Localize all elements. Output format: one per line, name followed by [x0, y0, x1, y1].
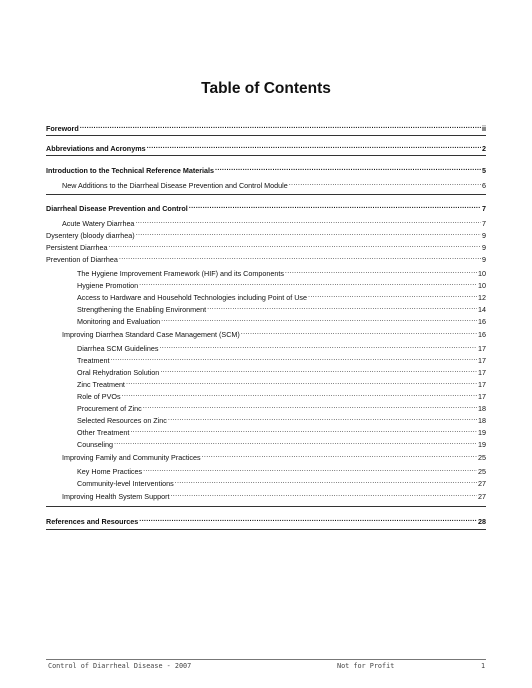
- toc-entry-title: Improving Health System Support: [62, 492, 170, 501]
- toc-entry-page-number: 17: [478, 368, 486, 377]
- toc-entry[interactable]: [62, 218, 486, 228]
- toc-entry-page-number: 28: [478, 517, 486, 526]
- toc-dot-leader: [168, 415, 477, 423]
- toc-entry-title: Role of PVOs: [77, 392, 121, 401]
- toc-entry-page-number: 25: [478, 453, 486, 462]
- toc-entry-title: Strengthening the Enabling Environment: [77, 305, 207, 314]
- toc-dot-leader: [175, 478, 477, 486]
- toc-entry-title: Acute Watery Diarrhea: [62, 219, 135, 228]
- toc-entry[interactable]: [46, 203, 486, 213]
- toc-dot-leader: [136, 230, 481, 238]
- toc-entry-title: Monitoring and Evaluation: [77, 317, 161, 326]
- toc-entry-title: Zinc Treatment: [77, 380, 125, 389]
- section-divider: [46, 155, 486, 156]
- toc-dot-leader: [160, 367, 477, 375]
- toc-dot-leader: [241, 329, 477, 337]
- toc-entry-title: New Additions to the Diarrheal Disease Prevention and Control Module: [62, 181, 288, 190]
- toc-dot-leader: [126, 379, 477, 387]
- toc-entry[interactable]: [46, 230, 486, 240]
- footer-left: Control of Diarrheal Disease - 2007: [48, 662, 192, 670]
- toc-entry-page-number: 27: [478, 492, 486, 501]
- toc-entry-page-number: 5: [482, 166, 486, 175]
- toc-dot-leader: [135, 218, 481, 226]
- toc-entry[interactable]: [77, 403, 486, 413]
- toc-entry-page-number: 17: [478, 356, 486, 365]
- toc-entry-title: Key Home Practices: [77, 467, 143, 476]
- toc-dot-leader: [122, 391, 477, 399]
- toc-entry[interactable]: [62, 329, 486, 339]
- toc-entry[interactable]: [77, 367, 486, 377]
- toc-entry-page-number: 9: [482, 231, 486, 240]
- toc-entry-title: Counseling: [77, 440, 113, 449]
- toc-entry-page-number: 12: [478, 293, 486, 302]
- toc-entry-page-number: 25: [478, 467, 486, 476]
- toc-dot-leader: [143, 403, 477, 411]
- toc-entry-title: Foreword: [46, 124, 79, 133]
- toc-entry[interactable]: [77, 343, 486, 353]
- toc-entry[interactable]: [62, 491, 486, 501]
- toc-entry[interactable]: [62, 180, 486, 190]
- toc-dot-leader: [147, 143, 481, 151]
- toc-dot-leader: [139, 280, 477, 288]
- toc-dot-leader: [289, 180, 481, 188]
- page-title: Table of Contents: [201, 80, 331, 97]
- toc-entry-title: Treatment: [77, 356, 110, 365]
- toc-dot-leader: [161, 316, 477, 324]
- toc-entry-title: Diarrheal Disease Prevention and Control: [46, 204, 188, 213]
- toc-entry[interactable]: [77, 379, 486, 389]
- toc-entry[interactable]: [46, 143, 486, 153]
- toc-entry-title: Prevention of Diarrhea: [46, 255, 118, 264]
- footer-divider: [46, 659, 486, 660]
- toc-entry-page-number: 17: [478, 392, 486, 401]
- toc-entry[interactable]: [46, 123, 486, 133]
- toc-entry[interactable]: [77, 280, 486, 290]
- toc-entry-page-number: 16: [478, 330, 486, 339]
- toc-entry[interactable]: [46, 516, 486, 526]
- toc-entry[interactable]: [77, 304, 486, 314]
- toc-dot-leader: [119, 254, 481, 262]
- toc-entry-page-number: 19: [478, 440, 486, 449]
- toc-dot-leader: [215, 165, 481, 173]
- toc-dot-leader: [207, 304, 477, 312]
- section-divider: [46, 194, 486, 195]
- toc-entry-title: The Hygiene Improvement Framework (HIF) and its Components: [77, 269, 284, 278]
- toc-entry-page-number: 7: [482, 219, 486, 228]
- toc-dot-leader: [111, 355, 478, 363]
- toc-entry-title: Community-level Interventions: [77, 479, 174, 488]
- toc-entry-page-number: 17: [478, 344, 486, 353]
- toc-entry[interactable]: [46, 254, 486, 264]
- toc-dot-leader: [189, 203, 481, 211]
- toc-entry-page-number: 10: [478, 269, 486, 278]
- toc-entry[interactable]: [77, 316, 486, 326]
- toc-dot-leader: [285, 268, 477, 276]
- toc-entry-page-number: 9: [482, 243, 486, 252]
- toc-entry-title: References and Resources: [46, 517, 139, 526]
- toc-dot-leader: [160, 343, 478, 351]
- toc-entry-page-number: 14: [478, 305, 486, 314]
- toc-dot-leader: [308, 292, 477, 300]
- footer-center: Not for Profit: [337, 662, 395, 670]
- toc-entry-title: Persistent Diarrhea: [46, 243, 108, 252]
- section-divider: [46, 506, 486, 507]
- toc-entry[interactable]: [46, 165, 486, 175]
- toc-entry[interactable]: [77, 268, 486, 278]
- toc-entry-page-number: 18: [478, 404, 486, 413]
- toc-entry-title: Other Treatment: [77, 428, 130, 437]
- toc-entry-page-number: 7: [482, 204, 486, 213]
- toc-entry[interactable]: [77, 427, 486, 437]
- footer-page-number: 1: [481, 662, 486, 670]
- toc-entry-title: Improving Diarrhea Standard Case Management (SCM): [62, 330, 240, 339]
- toc-entry[interactable]: [62, 452, 486, 462]
- toc-entry[interactable]: [77, 439, 486, 449]
- toc-dot-leader: [114, 439, 477, 447]
- toc-entry-page-number: 10: [478, 281, 486, 290]
- toc-dot-leader: [109, 242, 481, 250]
- section-divider: [46, 529, 486, 530]
- toc-entry-page-number: 18: [478, 416, 486, 425]
- toc-entry[interactable]: [77, 355, 486, 365]
- toc-dot-leader: [130, 427, 477, 435]
- toc-entry-page-number: 2: [482, 144, 486, 153]
- toc-entry-page-number: ii: [482, 124, 486, 133]
- toc-entry[interactable]: [46, 242, 486, 252]
- toc-entry-title: Improving Family and Community Practices: [62, 453, 201, 462]
- toc-dot-leader: [170, 491, 477, 499]
- toc-entry-page-number: 19: [478, 428, 486, 437]
- toc-entry[interactable]: [77, 292, 486, 302]
- toc-dot-leader: [139, 516, 477, 524]
- toc-entry-page-number: 16: [478, 317, 486, 326]
- toc-entry-title: Diarrhea SCM Guidelines: [77, 344, 159, 353]
- toc-entry[interactable]: [77, 478, 486, 488]
- toc-entry-title: Dysentery (bloody diarrhea): [46, 231, 135, 240]
- toc-dot-leader: [80, 123, 481, 131]
- toc-entry[interactable]: [77, 391, 486, 401]
- toc-entry[interactable]: [77, 415, 486, 425]
- toc-entry-title: Abbreviations and Acronyms: [46, 144, 146, 153]
- toc-entry-title: Access to Hardware and Household Technologies including Point of Use: [77, 293, 308, 302]
- toc-entry-title: Hygiene Promotion: [77, 281, 139, 290]
- toc-entry-title: Procurement of Zinc: [77, 404, 142, 413]
- toc-entry-page-number: 6: [482, 181, 486, 190]
- toc-entry-page-number: 9: [482, 255, 486, 264]
- toc-entry-title: Oral Rehydration Solution: [77, 368, 160, 377]
- toc-entry-title: Introduction to the Technical Reference Materials: [46, 166, 215, 175]
- toc-entry-page-number: 27: [478, 479, 486, 488]
- toc-entry-page-number: 17: [478, 380, 486, 389]
- toc-entry[interactable]: [77, 466, 486, 476]
- section-divider: [46, 135, 486, 136]
- toc-entry-title: Selected Resources on Zinc: [77, 416, 167, 425]
- toc-dot-leader: [143, 466, 477, 474]
- toc-dot-leader: [202, 452, 477, 460]
